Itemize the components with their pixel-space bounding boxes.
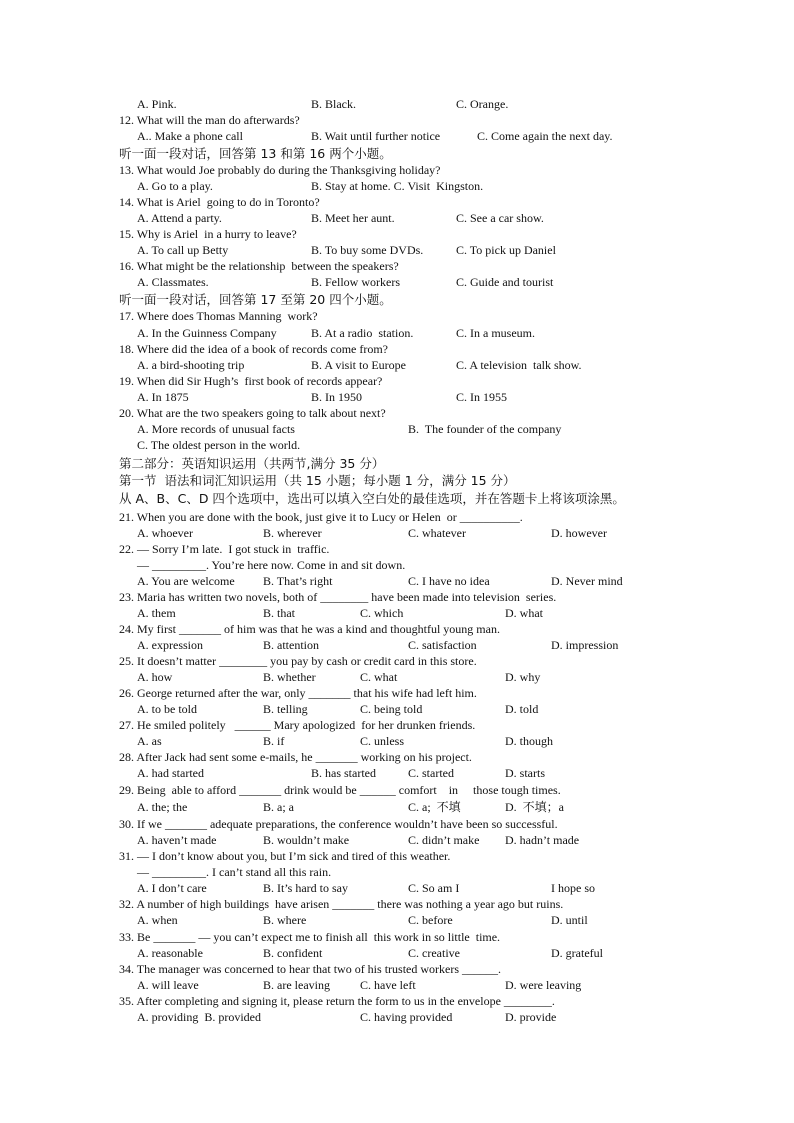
answer-option: A. them [137, 606, 176, 620]
question-stem: 18. Where did the idea of a book of records come from? [119, 342, 389, 356]
question-stem: 32. A number of high buildings have arisen _______ there was nothing a year ago but ruins. [119, 897, 564, 911]
answer-option: D. Never mind [551, 574, 623, 588]
answer-option: C. So am I [408, 881, 460, 895]
section-heading: 从 A、B、C、D 四个选项中，选出可以填入空白处的最佳选项，并在答题卡上将该项涂黑。 [119, 491, 625, 506]
answer-option: D. though [505, 734, 553, 748]
answer-option: C. what [360, 670, 398, 684]
question-stem: 24. My first _______ of him was that he was a kind and thoughtful young man. [119, 622, 500, 636]
answer-option: B. wouldn’t make [263, 833, 350, 847]
answer-option: D. what [505, 606, 543, 620]
answer-option: A. to be told [137, 702, 197, 716]
question-stem: 28. After Jack had sent some e-mails, he _______ working on his project. [119, 750, 472, 764]
answer-option: B. To buy some DVDs. [311, 243, 424, 257]
answer-option: B. A visit to Europe [311, 358, 407, 372]
answer-option: B. Wait until further notice [311, 129, 441, 143]
question-stem: 25. It doesn’t matter ________ you pay by cash or credit card in this store. [119, 654, 477, 668]
answer-option: C. satisfaction [408, 638, 477, 652]
answer-option: A. Go to a play. [137, 179, 213, 193]
question-stem: 14. What is Ariel going to do in Toronto? [119, 195, 320, 209]
question-stem: 31. — I don’t know about you, but I’m sick and tired of this weather. [119, 849, 451, 863]
answer-option: D. told [505, 702, 539, 716]
answer-option: A. when [137, 913, 178, 927]
question-stem: 35. After completing and signing it, please return the form to us in the envelope ________. [119, 994, 555, 1008]
answer-option: B. Stay at home. C. Visit Kingston. [311, 179, 484, 193]
answer-option: C. To pick up Daniel [456, 243, 556, 257]
question-stem: 13. What would Joe probably do during the Thanksgiving holiday? [119, 163, 441, 177]
answer-option: B. are leaving [263, 978, 330, 992]
answer-option: A. Attend a party. [137, 211, 222, 225]
answer-option: B. It’s hard to say [263, 881, 348, 895]
question-stem: 26. George returned after the war, only _______ that his wife had left him. [119, 686, 477, 700]
answer-option: A. how [137, 670, 173, 684]
answer-option: A. Classmates. [137, 275, 209, 289]
answer-option: A. In the Guinness Company [137, 326, 277, 340]
answer-option: B. That’s right [263, 574, 333, 588]
answer-option: C. See a car show. [456, 211, 544, 225]
answer-option: — _________. I can’t stand all this rain. [137, 865, 332, 879]
answer-option: A. To call up Betty [137, 243, 229, 257]
answer-option: C. In 1955 [456, 390, 507, 404]
question-stem: 30. If we _______ adequate preparations, the conference wouldn’t have been so successful. [119, 817, 558, 831]
section-heading: 听一面一段对话，回答第 17 至第 20 四个小题。 [119, 292, 392, 307]
answer-option: A. expression [137, 638, 203, 652]
answer-option: B. that [263, 606, 295, 620]
answer-option: C. a; 不填 [408, 800, 461, 814]
answer-option: C. being told [360, 702, 423, 716]
answer-option: A. haven’t made [137, 833, 217, 847]
answer-option: — _________. You’re here now. Come in and sit down. [137, 558, 406, 572]
answer-option: I hope so [551, 881, 595, 895]
question-stem: 29. Being able to afford _______ drink would be ______ comfort in those tough times. [119, 783, 561, 797]
answer-option: A. You are welcome [137, 574, 235, 588]
answer-option: A. whoever [137, 526, 193, 540]
answer-option: D. were leaving [505, 978, 582, 992]
answer-option: A. will leave [137, 978, 199, 992]
answer-option: D. however [551, 526, 607, 540]
answer-option: C. creative [408, 946, 460, 960]
answer-option: B. where [263, 913, 307, 927]
answer-option: B. whether [263, 670, 316, 684]
answer-option: C. whatever [408, 526, 466, 540]
answer-option: C. started [408, 766, 454, 780]
section-heading: 听一面一段对话，回答第 13 和第 16 两个小题。 [119, 146, 392, 161]
answer-option: D. why [505, 670, 541, 684]
answer-option: C. The oldest person in the world. [137, 438, 301, 452]
section-heading: 第一节 语法和词汇知识运用（共 15 小题；每小题 1 分，满分 15 分） [119, 473, 516, 488]
answer-option: A. the; the [137, 800, 188, 814]
question-stem: 12. What will the man do afterwards? [119, 113, 300, 127]
answer-option: C. which [360, 606, 404, 620]
answer-option: A. had started [137, 766, 204, 780]
question-stem: 22. — Sorry I’m late. I got stuck in traffic. [119, 542, 330, 556]
answer-option: C. Guide and tourist [456, 275, 554, 289]
answer-option: C. Orange. [456, 97, 509, 111]
question-stem: 20. What are the two speakers going to talk about next? [119, 406, 386, 420]
question-stem: 34. The manager was concerned to hear that two of his trusted workers ______. [119, 962, 502, 976]
answer-option: B. At a radio station. [311, 326, 414, 340]
question-stem: 19. When did Sir Hugh’s first book of records appear? [119, 374, 383, 388]
answer-option: B. a; a [263, 800, 294, 814]
answer-option: B. if [263, 734, 285, 748]
answer-option: A. as [137, 734, 162, 748]
answer-option: A. I don’t care [137, 881, 207, 895]
answer-option: A. In 1875 [137, 390, 189, 404]
answer-option: C. have left [360, 978, 416, 992]
answer-option: C. Come again the next day. [477, 129, 613, 143]
answer-option: B. telling [263, 702, 308, 716]
answer-option: D. until [551, 913, 588, 927]
answer-option: B. The founder of the company [408, 422, 562, 436]
answer-option: C. having provided [360, 1010, 453, 1024]
question-stem: 16. What might be the relationship between the speakers? [119, 259, 399, 273]
question-stem: 17. Where does Thomas Manning work? [119, 309, 318, 323]
answer-option: C. I have no idea [408, 574, 490, 588]
answer-option: C. A television talk show. [456, 358, 582, 372]
answer-option: A.. Make a phone call [137, 129, 243, 143]
answer-option: D. hadn’t made [505, 833, 580, 847]
answer-option: B. has started [311, 766, 376, 780]
answer-option: C. didn’t make [408, 833, 480, 847]
answer-option: B. wherever [263, 526, 322, 540]
answer-option: D. provide [505, 1010, 557, 1024]
answer-option: D. 不填；a [505, 800, 564, 814]
answer-option: B. attention [263, 638, 319, 652]
answer-option: C. In a museum. [456, 326, 535, 340]
answer-option: A. providing B. provided [137, 1010, 261, 1024]
answer-option: B. Black. [311, 97, 356, 111]
question-stem: 23. Maria has written two novels, both of ________ have been made into television series. [119, 590, 557, 604]
answer-option: C. unless [360, 734, 405, 748]
answer-option: A. Pink. [137, 97, 177, 111]
answer-option: D. starts [505, 766, 545, 780]
question-stem: 27. He smiled politely ______ Mary apologized for her drunken friends. [119, 718, 476, 732]
question-stem: 15. Why is Ariel in a hurry to leave? [119, 227, 297, 241]
answer-option: D. grateful [551, 946, 603, 960]
question-stem: 33. Be _______ — you can’t expect me to finish all this work in so little time. [119, 930, 501, 944]
answer-option: B. Meet her aunt. [311, 211, 395, 225]
answer-option: B. confident [263, 946, 323, 960]
answer-option: A. a bird-shooting trip [137, 358, 245, 372]
answer-option: B. Fellow workers [311, 275, 400, 289]
answer-option: D. impression [551, 638, 619, 652]
section-heading: 第二部分：英语知识运用（共两节,满分 35 分） [119, 456, 385, 471]
answer-option: A. reasonable [137, 946, 203, 960]
question-stem: 21. When you are done with the book, just give it to Lucy or Helen or __________. [119, 510, 523, 524]
answer-option: C. before [408, 913, 453, 927]
answer-option: B. In 1950 [311, 390, 362, 404]
answer-option: A. More records of unusual facts [137, 422, 295, 436]
